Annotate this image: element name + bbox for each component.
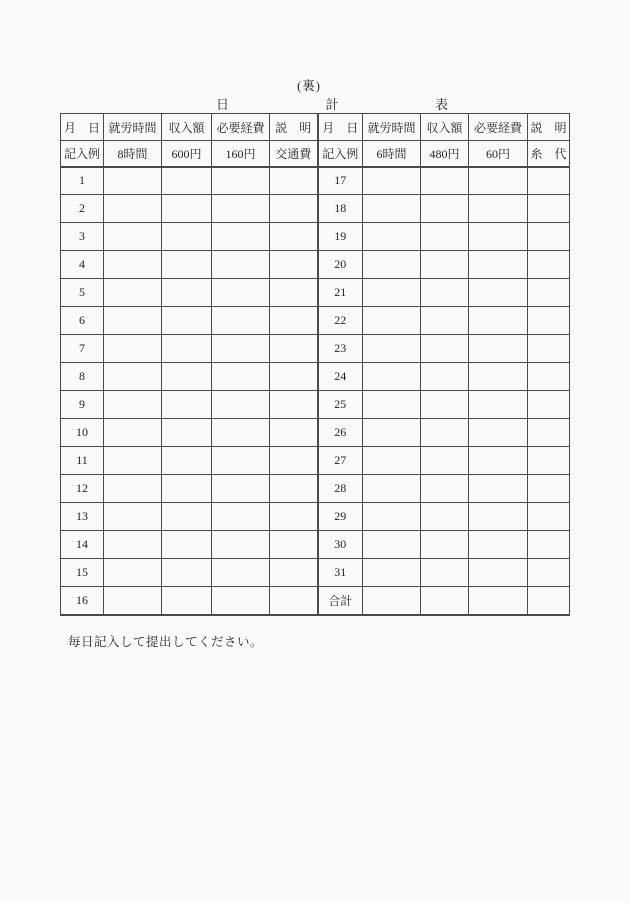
entry-cell bbox=[270, 587, 318, 615]
entry-cell bbox=[421, 167, 469, 195]
table-row bbox=[61, 503, 570, 531]
entry-cell bbox=[162, 223, 212, 251]
left-day-cell: 4 bbox=[61, 251, 104, 279]
example-row bbox=[61, 141, 570, 167]
table-row bbox=[61, 167, 570, 195]
entry-cell bbox=[421, 223, 469, 251]
entry-cell bbox=[528, 419, 570, 447]
entry-cell bbox=[212, 531, 270, 559]
header-note-left: 説 明 bbox=[270, 114, 318, 141]
title-char-3: 表 bbox=[434, 97, 448, 112]
entry-cell bbox=[162, 587, 212, 615]
header-income-left: 収入額 bbox=[162, 114, 212, 141]
entry-cell bbox=[363, 559, 421, 587]
entry-cell bbox=[104, 447, 162, 475]
example-income-right: 480円 bbox=[421, 141, 469, 167]
table-body bbox=[61, 167, 570, 615]
entry-cell bbox=[162, 279, 212, 307]
entry-cell bbox=[363, 587, 421, 615]
entry-cell bbox=[421, 363, 469, 391]
right-day-cell: 22 bbox=[318, 307, 363, 335]
example-income-left: 600円 bbox=[162, 141, 212, 167]
entry-cell bbox=[528, 223, 570, 251]
back-side-label: (裏) bbox=[297, 79, 321, 93]
entry-cell bbox=[270, 419, 318, 447]
entry-cell bbox=[270, 503, 318, 531]
entry-cell bbox=[162, 447, 212, 475]
left-day-cell: 6 bbox=[61, 307, 104, 335]
entry-cell bbox=[270, 447, 318, 475]
entry-cell bbox=[363, 167, 421, 195]
entry-cell bbox=[104, 559, 162, 587]
entry-cell bbox=[421, 251, 469, 279]
entry-cell bbox=[421, 503, 469, 531]
entry-cell bbox=[104, 391, 162, 419]
entry-cell bbox=[212, 391, 270, 419]
entry-cell bbox=[270, 223, 318, 251]
header-income-right: 収入額 bbox=[421, 114, 469, 141]
entry-cell bbox=[469, 363, 528, 391]
entry-cell bbox=[104, 279, 162, 307]
table-row bbox=[61, 195, 570, 223]
table-row bbox=[61, 531, 570, 559]
left-day-cell: 15 bbox=[61, 559, 104, 587]
right-day-cell: 26 bbox=[318, 419, 363, 447]
entry-cell bbox=[469, 559, 528, 587]
example-hours-right: 6時間 bbox=[363, 141, 421, 167]
entry-cell bbox=[104, 167, 162, 195]
entry-cell bbox=[270, 167, 318, 195]
entry-cell bbox=[162, 531, 212, 559]
entry-cell bbox=[528, 503, 570, 531]
header-month-day-left: 月 日 bbox=[61, 114, 104, 141]
right-day-cell: 25 bbox=[318, 391, 363, 419]
entry-cell bbox=[104, 251, 162, 279]
footer-instruction: 毎日記入して提出してください。 bbox=[68, 635, 264, 649]
entry-cell bbox=[270, 251, 318, 279]
entry-cell bbox=[104, 363, 162, 391]
entry-cell bbox=[528, 559, 570, 587]
header-expenses-right: 必要経費 bbox=[469, 114, 528, 141]
table-header-row bbox=[61, 114, 570, 141]
entry-cell bbox=[104, 223, 162, 251]
entry-cell bbox=[469, 419, 528, 447]
entry-cell bbox=[528, 391, 570, 419]
table-row bbox=[61, 307, 570, 335]
table-row bbox=[61, 559, 570, 587]
entry-cell bbox=[363, 391, 421, 419]
entry-cell bbox=[162, 503, 212, 531]
table-row bbox=[61, 223, 570, 251]
entry-cell bbox=[212, 503, 270, 531]
entry-cell bbox=[162, 251, 212, 279]
left-day-cell: 9 bbox=[61, 391, 104, 419]
left-day-cell: 13 bbox=[61, 503, 104, 531]
entry-cell bbox=[469, 391, 528, 419]
entry-cell bbox=[212, 475, 270, 503]
entry-cell bbox=[104, 307, 162, 335]
entry-cell bbox=[363, 335, 421, 363]
header-work-hours-left: 就労時間 bbox=[104, 114, 162, 141]
left-day-cell: 16 bbox=[61, 587, 104, 615]
right-day-cell: 合計 bbox=[318, 587, 363, 615]
entry-cell bbox=[212, 223, 270, 251]
left-day-cell: 1 bbox=[61, 167, 104, 195]
right-day-cell: 28 bbox=[318, 475, 363, 503]
right-day-cell: 20 bbox=[318, 251, 363, 279]
entry-cell bbox=[363, 307, 421, 335]
header-note-right: 説 明 bbox=[528, 114, 570, 141]
entry-cell bbox=[528, 475, 570, 503]
right-day-cell: 18 bbox=[318, 195, 363, 223]
entry-cell bbox=[162, 475, 212, 503]
entry-cell bbox=[363, 195, 421, 223]
table-row bbox=[61, 279, 570, 307]
entry-cell bbox=[528, 447, 570, 475]
header-month-day-right: 月 日 bbox=[318, 114, 363, 141]
entry-cell bbox=[270, 475, 318, 503]
entry-cell bbox=[212, 307, 270, 335]
table-row bbox=[61, 363, 570, 391]
header-expenses-left: 必要経費 bbox=[212, 114, 270, 141]
entry-cell bbox=[212, 251, 270, 279]
entry-cell bbox=[528, 363, 570, 391]
entry-cell bbox=[421, 335, 469, 363]
right-day-cell: 29 bbox=[318, 503, 363, 531]
entry-cell bbox=[212, 559, 270, 587]
entry-cell bbox=[104, 475, 162, 503]
entry-cell bbox=[270, 559, 318, 587]
entry-cell bbox=[212, 419, 270, 447]
entry-cell bbox=[363, 279, 421, 307]
entry-cell bbox=[421, 447, 469, 475]
entry-cell bbox=[270, 391, 318, 419]
right-day-cell: 21 bbox=[318, 279, 363, 307]
entry-cell bbox=[421, 307, 469, 335]
entry-cell bbox=[212, 335, 270, 363]
entry-cell bbox=[162, 335, 212, 363]
entry-cell bbox=[270, 531, 318, 559]
header-work-hours-right: 就労時間 bbox=[363, 114, 421, 141]
right-day-cell: 17 bbox=[318, 167, 363, 195]
entry-cell bbox=[162, 307, 212, 335]
entry-cell bbox=[528, 335, 570, 363]
left-day-cell: 2 bbox=[61, 195, 104, 223]
example-expenses-right: 60円 bbox=[469, 141, 528, 167]
entry-cell bbox=[469, 587, 528, 615]
entry-cell bbox=[469, 251, 528, 279]
entry-cell bbox=[469, 167, 528, 195]
entry-cell bbox=[469, 475, 528, 503]
entry-cell bbox=[104, 419, 162, 447]
entry-cell bbox=[469, 307, 528, 335]
left-day-cell: 5 bbox=[61, 279, 104, 307]
right-day-cell: 27 bbox=[318, 447, 363, 475]
entry-cell bbox=[162, 391, 212, 419]
entry-cell bbox=[270, 363, 318, 391]
table-row bbox=[61, 447, 570, 475]
entry-cell bbox=[104, 195, 162, 223]
right-day-cell: 23 bbox=[318, 335, 363, 363]
entry-cell bbox=[363, 503, 421, 531]
entry-cell bbox=[528, 251, 570, 279]
right-day-cell: 19 bbox=[318, 223, 363, 251]
entry-cell bbox=[469, 503, 528, 531]
title-char-2: 計 bbox=[325, 97, 339, 112]
entry-cell bbox=[212, 587, 270, 615]
example-note-right: 糸 代 bbox=[528, 141, 570, 167]
entry-cell bbox=[528, 195, 570, 223]
entry-cell bbox=[363, 531, 421, 559]
left-day-cell: 8 bbox=[61, 363, 104, 391]
left-day-cell: 12 bbox=[61, 475, 104, 503]
example-hours-left: 8時間 bbox=[104, 141, 162, 167]
entry-cell bbox=[104, 587, 162, 615]
entry-cell bbox=[363, 251, 421, 279]
table-row bbox=[61, 391, 570, 419]
entry-cell bbox=[212, 279, 270, 307]
entry-cell bbox=[469, 531, 528, 559]
entry-cell bbox=[528, 279, 570, 307]
entry-cell bbox=[528, 587, 570, 615]
left-day-cell: 10 bbox=[61, 419, 104, 447]
entry-cell bbox=[363, 419, 421, 447]
entry-cell bbox=[528, 531, 570, 559]
left-day-cell: 3 bbox=[61, 223, 104, 251]
entry-cell bbox=[270, 195, 318, 223]
entry-cell bbox=[469, 447, 528, 475]
entry-cell bbox=[270, 279, 318, 307]
right-day-cell: 24 bbox=[318, 363, 363, 391]
entry-cell bbox=[104, 531, 162, 559]
entry-cell bbox=[421, 391, 469, 419]
entry-cell bbox=[212, 363, 270, 391]
example-label-right: 記入例 bbox=[318, 141, 363, 167]
left-day-cell: 7 bbox=[61, 335, 104, 363]
entry-cell bbox=[104, 335, 162, 363]
right-day-cell: 30 bbox=[318, 531, 363, 559]
entry-cell bbox=[421, 559, 469, 587]
entry-cell bbox=[421, 587, 469, 615]
entry-cell bbox=[212, 447, 270, 475]
entry-cell bbox=[363, 475, 421, 503]
example-expenses-left: 160円 bbox=[212, 141, 270, 167]
daily-tally-table bbox=[60, 113, 570, 616]
entry-cell bbox=[212, 167, 270, 195]
entry-cell bbox=[421, 531, 469, 559]
entry-cell bbox=[363, 447, 421, 475]
entry-cell bbox=[363, 223, 421, 251]
entry-cell bbox=[270, 307, 318, 335]
entry-cell bbox=[363, 363, 421, 391]
table-row bbox=[61, 475, 570, 503]
entry-cell bbox=[162, 167, 212, 195]
entry-cell bbox=[421, 279, 469, 307]
table-row bbox=[61, 251, 570, 279]
entry-cell bbox=[162, 363, 212, 391]
title-char-1: 日 bbox=[216, 97, 230, 112]
table-row bbox=[61, 335, 570, 363]
entry-cell bbox=[421, 475, 469, 503]
entry-cell bbox=[162, 195, 212, 223]
entry-cell bbox=[528, 307, 570, 335]
example-note-left: 交通費 bbox=[270, 141, 318, 167]
entry-cell bbox=[469, 279, 528, 307]
table-row bbox=[61, 419, 570, 447]
entry-cell bbox=[162, 559, 212, 587]
table-row bbox=[61, 587, 570, 615]
entry-cell bbox=[270, 335, 318, 363]
example-label-left: 記入例 bbox=[61, 141, 104, 167]
left-day-cell: 11 bbox=[61, 447, 104, 475]
page-title bbox=[216, 94, 448, 113]
entry-cell bbox=[104, 503, 162, 531]
entry-cell bbox=[212, 195, 270, 223]
right-day-cell: 31 bbox=[318, 559, 363, 587]
entry-cell bbox=[528, 167, 570, 195]
entry-cell bbox=[469, 195, 528, 223]
left-day-cell: 14 bbox=[61, 531, 104, 559]
entry-cell bbox=[469, 335, 528, 363]
entry-cell bbox=[162, 419, 212, 447]
entry-cell bbox=[469, 223, 528, 251]
entry-cell bbox=[421, 195, 469, 223]
entry-cell bbox=[421, 419, 469, 447]
